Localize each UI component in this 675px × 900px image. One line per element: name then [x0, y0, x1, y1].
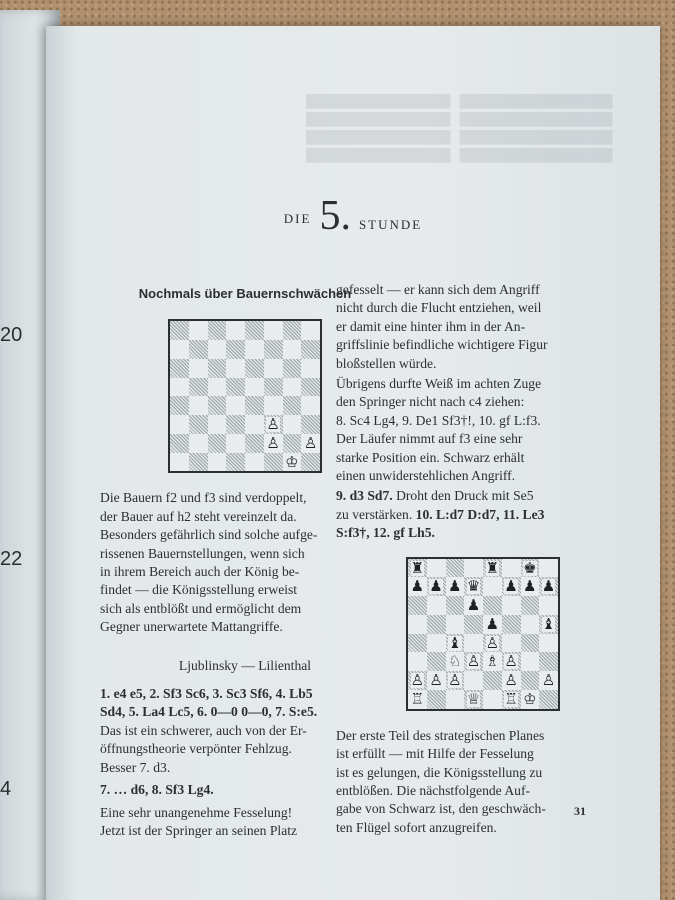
square-h1	[301, 453, 320, 472]
square-h7	[539, 577, 558, 596]
square-a3	[170, 415, 189, 434]
square-e6	[483, 596, 502, 615]
text-line: nicht durch die Flucht entziehen, weil	[336, 300, 542, 316]
text-line: griffslinie befindliche wichtigere Figur	[336, 337, 548, 353]
chess-piece-icon: ♛	[466, 577, 481, 596]
square-e5	[483, 615, 502, 634]
text-line: in ihrem Bereich auch der König be-	[100, 564, 300, 580]
square-d5	[464, 615, 483, 634]
square-d7	[464, 577, 483, 596]
text-line: Die Bauern f2 und f3 sind verdoppelt,	[100, 490, 307, 506]
chess-piece-icon: ♗	[485, 652, 500, 671]
square-e2	[245, 434, 264, 453]
square-d2	[226, 434, 245, 453]
text-line: Das ist ein schwerer, auch von der Er-	[100, 722, 307, 738]
square-h4	[539, 634, 558, 653]
chess-piece-icon: ♟	[466, 596, 481, 615]
right-column	[336, 281, 630, 837]
square-c8	[446, 559, 465, 578]
square-f6	[502, 596, 521, 615]
chess-piece-icon: ♕	[466, 689, 481, 708]
chess-piece-icon: ♙	[466, 652, 481, 671]
square-f6	[264, 359, 283, 378]
square-d8	[226, 321, 245, 340]
square-d3	[464, 652, 483, 671]
square-b2	[189, 434, 208, 453]
text-line: einen unwiderstehlichen Angriff.	[336, 468, 516, 484]
game-players: Ljublinsky — Lilienthal	[178, 657, 312, 673]
square-b6	[189, 359, 208, 378]
square-a1	[408, 690, 427, 709]
text-line: 1. e4 e5, 2. Sf3 Sc6, 3. Sc3 Sf6, 4. Lb5	[100, 686, 313, 702]
square-c5	[208, 378, 227, 397]
chess-piece-icon: ♙	[541, 671, 556, 690]
text-line: Jetzt ist der Springer an seinen Platz	[100, 822, 298, 838]
square-a3	[408, 652, 427, 671]
square-g1	[283, 453, 302, 472]
chess-piece-icon: ♙	[429, 671, 443, 690]
square-e1	[245, 453, 264, 472]
text-line: Besonders gefährlich sind solche aufge-	[100, 527, 318, 543]
square-c7	[446, 577, 465, 596]
chess-piece-icon: ♔	[285, 452, 299, 471]
text-line: ten Flügel sofort anzugreifen.	[336, 819, 497, 835]
square-e7	[483, 577, 502, 596]
square-d3	[226, 415, 245, 434]
square-e1	[483, 690, 502, 709]
square-b7	[189, 340, 208, 359]
square-g7	[283, 340, 302, 359]
chess-piece-icon: ♝	[541, 614, 556, 633]
text-line: starke Position ein. Schwarz erhält	[336, 449, 525, 465]
chess-piece-icon: ♙	[266, 415, 280, 434]
square-d6	[226, 359, 245, 378]
moves-ten-text: zu verstärken.	[336, 506, 416, 522]
square-g2	[283, 434, 302, 453]
left-page-number: 4	[0, 778, 12, 800]
square-a7	[408, 577, 427, 596]
square-a1	[170, 453, 189, 472]
square-c5	[446, 615, 465, 634]
square-f2	[264, 434, 283, 453]
square-h5	[301, 378, 320, 397]
text-line: Übrigens durfte Weiß im achten Zuge	[336, 376, 542, 392]
square-b4	[427, 634, 446, 653]
moves-ten	[336, 506, 630, 524]
text-line: findet — die Königsstellung erweist	[100, 582, 298, 598]
square-f7	[264, 340, 283, 359]
chess-piece-icon: ♟	[541, 577, 556, 596]
square-d1	[464, 690, 483, 709]
text-line: Der erste Teil des strategischen Planes	[336, 727, 545, 743]
square-c2	[208, 434, 227, 453]
square-g7	[521, 577, 540, 596]
text-line: 8. Sc4 Lg4, 9. De1 Sf3†!, 10. gf L:f3.	[336, 412, 541, 428]
square-d1	[226, 453, 245, 472]
square-d6	[464, 596, 483, 615]
square-c1	[446, 690, 465, 709]
text-line: gefesselt — er kann sich dem Angriff	[336, 282, 540, 297]
chess-piece-icon: ♙	[266, 433, 280, 452]
square-c8	[208, 321, 227, 340]
square-c2	[446, 671, 465, 690]
square-c1	[208, 453, 227, 472]
square-g8	[521, 559, 540, 578]
square-g3	[521, 652, 540, 671]
square-h3	[539, 652, 558, 671]
chess-piece-icon: ♟	[504, 577, 518, 596]
moves-ten-bold: 10. L:d7 D:d7, 11. Le3	[415, 506, 545, 522]
section-heading: Nochmals über Bauernschwächen	[138, 286, 352, 301]
text-line: ist erfüllt — mit Hilfe der Fesselung	[336, 746, 534, 762]
square-h6	[301, 359, 320, 378]
moves-nine	[336, 487, 630, 505]
square-d7	[226, 340, 245, 359]
square-h2	[539, 671, 558, 690]
square-f8	[502, 559, 521, 578]
square-b6	[427, 596, 446, 615]
square-e8	[245, 321, 264, 340]
chess-piece-icon: ♚	[523, 558, 537, 577]
square-f2	[502, 671, 521, 690]
square-e4	[483, 634, 502, 653]
square-a8	[170, 321, 189, 340]
square-g2	[521, 671, 540, 690]
chess-piece-icon: ♙	[448, 671, 462, 690]
square-f4	[264, 396, 283, 415]
square-c4	[446, 634, 465, 653]
square-c6	[208, 359, 227, 378]
chess-piece-icon: ♝	[448, 633, 462, 652]
square-c4	[208, 396, 227, 415]
square-f5	[264, 378, 283, 397]
square-e3	[245, 415, 264, 434]
square-b5	[427, 615, 446, 634]
square-a5	[170, 378, 189, 397]
square-g3	[283, 415, 302, 434]
moves-seven: 7. … d6, 8. Sf3 Lg4.	[100, 782, 214, 798]
square-a6	[170, 359, 189, 378]
square-a7	[170, 340, 189, 359]
chapter-stunde: STUNDE	[358, 217, 423, 232]
chess-piece-icon: ♙	[504, 652, 518, 671]
text-line: rissenen Bauernstellungen, wenn sich	[100, 545, 305, 561]
chess-diagram-1	[168, 319, 322, 473]
square-b7	[427, 577, 446, 596]
square-g4	[521, 634, 540, 653]
square-f3	[264, 415, 283, 434]
square-f7	[502, 577, 521, 596]
text-line: Besser 7. d3.	[100, 759, 171, 775]
paragraph-pinned-knight	[336, 281, 630, 373]
square-a4	[408, 634, 427, 653]
square-e5	[245, 378, 264, 397]
text-line: Sd4, 5. La4 Lc5, 6. 0—0 0—0, 7. S:e5.	[100, 704, 318, 720]
square-g5	[521, 615, 540, 634]
chess-piece-icon: ♟	[448, 577, 462, 596]
square-f8	[264, 321, 283, 340]
text-line: öffnungstheorie verpönter Fehlzug.	[100, 741, 292, 757]
square-a5	[408, 615, 427, 634]
square-f1	[502, 690, 521, 709]
square-a2	[408, 671, 427, 690]
chess-piece-icon: ♟	[429, 577, 443, 596]
square-e4	[245, 396, 264, 415]
moves-twelve: S:f3†, 12. gf Lh5.	[336, 525, 435, 541]
chess-piece-icon: ♔	[523, 689, 537, 708]
text-line: den Springer nicht nach c4 ziehen:	[336, 394, 525, 410]
text-line: er damit eine hinter ihm in der An-	[336, 318, 526, 334]
chess-piece-icon: ♙	[485, 633, 500, 652]
square-c6	[446, 596, 465, 615]
square-a6	[408, 596, 427, 615]
square-h1	[539, 690, 558, 709]
chapter-die: DIE	[283, 211, 312, 226]
square-f3	[502, 652, 521, 671]
book-page	[46, 26, 660, 900]
square-f1	[264, 453, 283, 472]
square-b8	[427, 559, 446, 578]
square-g6	[283, 359, 302, 378]
square-f5	[502, 615, 521, 634]
moves-nine-bold: 9. d3 Sd7.	[336, 488, 393, 504]
chess-piece-icon: ♖	[410, 689, 425, 708]
square-h6	[539, 596, 558, 615]
square-d5	[226, 378, 245, 397]
chess-diagram-2	[406, 557, 560, 711]
square-h3	[301, 415, 320, 434]
square-e6	[245, 359, 264, 378]
square-b4	[189, 396, 208, 415]
square-e7	[245, 340, 264, 359]
square-d4	[226, 396, 245, 415]
left-page-number: 22	[0, 548, 23, 570]
square-d8	[464, 559, 483, 578]
square-b1	[189, 453, 208, 472]
paragraph-plan-fulfilled	[336, 727, 630, 837]
text-line: entblößen. Die nächstfolgende Auf-	[336, 782, 531, 798]
text-line: gabe von Schwarz ist, den geschwäch-	[336, 801, 546, 817]
square-e2	[483, 671, 502, 690]
chess-piece-icon: ♙	[410, 671, 425, 690]
square-g1	[521, 690, 540, 709]
square-a4	[170, 396, 189, 415]
square-b3	[427, 652, 446, 671]
chapter-number: 5.	[319, 193, 351, 239]
square-h4	[301, 396, 320, 415]
square-d2	[464, 671, 483, 690]
chess-piece-icon: ♟	[410, 577, 425, 596]
text-line: bloßstellen würde.	[336, 355, 437, 371]
moves-nine-text: Droht den Druck mit Se5	[392, 488, 534, 504]
square-c3	[446, 652, 465, 671]
text-line: der Bauer auf h2 steht vereinzelt da.	[100, 508, 297, 524]
square-a8	[408, 559, 427, 578]
text-line: Gegner unerwartete Mattangriffe.	[100, 619, 283, 635]
show-through-text: █████████████████ ██████████████████ █████████████████ ██████████████████ █████████████████ ██████████████████ █████████████████ ██████████████████	[306, 94, 613, 162]
chess-piece-icon: ♟	[523, 577, 537, 596]
square-a2	[170, 434, 189, 453]
chess-piece-icon: ♙	[303, 433, 318, 452]
chess-piece-icon: ♙	[504, 671, 518, 690]
square-h7	[301, 340, 320, 359]
square-b1	[427, 690, 446, 709]
square-e3	[483, 652, 502, 671]
square-b8	[189, 321, 208, 340]
square-g6	[521, 596, 540, 615]
square-h2	[301, 434, 320, 453]
square-e8	[483, 559, 502, 578]
square-h8	[301, 321, 320, 340]
chess-piece-icon: ♜	[410, 558, 425, 577]
chess-piece-icon: ♜	[485, 558, 500, 577]
square-c7	[208, 340, 227, 359]
square-b2	[427, 671, 446, 690]
text-line: ist es gelungen, die Königsstellung zu	[336, 764, 543, 780]
square-f4	[502, 634, 521, 653]
chess-piece-icon: ♘	[448, 652, 462, 671]
paragraph-sc4-variation	[336, 375, 630, 485]
square-g5	[283, 378, 302, 397]
chapter-header	[46, 192, 660, 240]
left-page-number: 20	[0, 324, 23, 346]
square-c3	[208, 415, 227, 434]
square-h8	[539, 559, 558, 578]
text-line: Der Läufer nimmt auf f3 eine sehr	[336, 431, 523, 447]
square-h5	[539, 615, 558, 634]
square-b3	[189, 415, 208, 434]
square-d4	[464, 634, 483, 653]
chess-piece-icon: ♖	[504, 689, 518, 708]
text-line: Eine sehr unangenehme Fesselung!	[100, 804, 293, 820]
page-number: 31	[574, 804, 586, 818]
square-g4	[283, 396, 302, 415]
chess-piece-icon: ♟	[485, 614, 500, 633]
square-b5	[189, 378, 208, 397]
text-line: sich als entblößt und ermöglicht dem	[100, 600, 302, 616]
square-g8	[283, 321, 302, 340]
